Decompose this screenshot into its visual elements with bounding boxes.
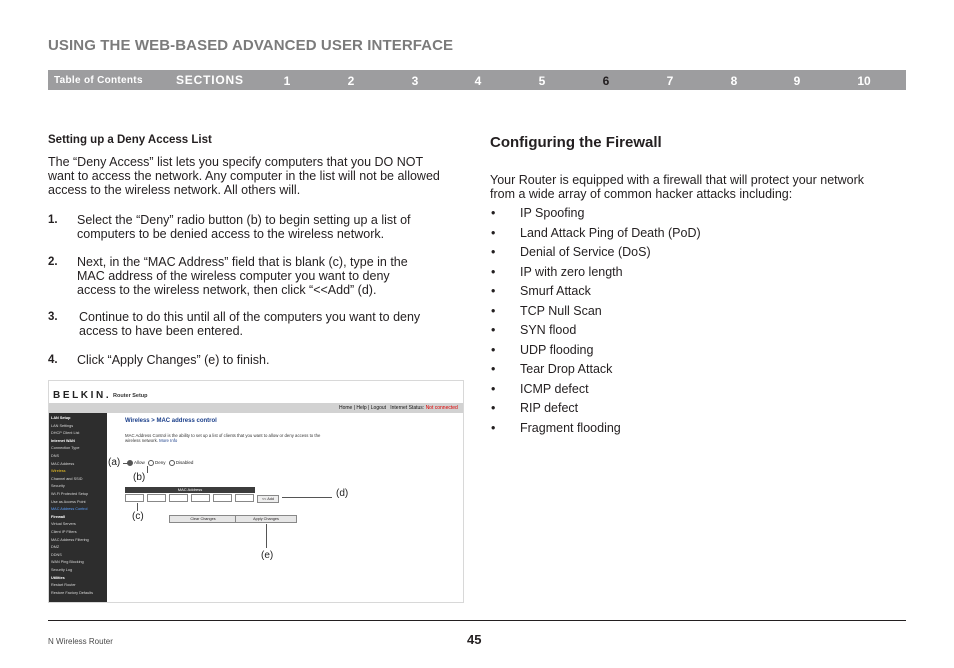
step-4 xyxy=(48,353,477,367)
router-sidebar-item[interactable]: Connection Type xyxy=(51,446,80,451)
section-link-5[interactable]: 5 xyxy=(538,74,546,88)
bullet: • xyxy=(491,225,496,240)
step-2 xyxy=(48,255,477,298)
intro-line: The “Deny Access” list lets you specify computers that you DO NOT xyxy=(48,155,424,169)
attack-list-item xyxy=(490,245,701,265)
router-ui-screenshot xyxy=(48,380,464,603)
step-number: 1. xyxy=(48,214,58,226)
intro-line: access to the wireless network. All others will. xyxy=(48,183,301,198)
bullet: • xyxy=(491,264,496,279)
disabled-radio[interactable] xyxy=(169,460,175,466)
router-sidebar-item[interactable]: Restart Router xyxy=(51,583,76,588)
page-number: 45 xyxy=(467,632,482,647)
router-sidebar-item[interactable]: Firewall xyxy=(51,514,66,519)
attack-name: ICMP defect xyxy=(520,381,589,396)
router-sidebar-item[interactable]: Client IP Filters xyxy=(51,530,77,534)
attack-list-item xyxy=(490,304,701,324)
home-help-logout-links[interactable]: Home | Help | Logout xyxy=(339,405,387,411)
attack-list-item xyxy=(490,343,701,363)
router-sidebar-item[interactable]: MAC Address Filtering xyxy=(51,537,89,542)
router-sidebar-item[interactable]: Security xyxy=(51,484,65,489)
attack-list xyxy=(490,206,701,440)
section-link-6[interactable]: 6 xyxy=(602,74,610,88)
router-setup-title: Router Setup xyxy=(113,393,148,399)
step-number: 2. xyxy=(48,256,58,268)
section-link-2[interactable]: 2 xyxy=(347,74,355,88)
callout-c-line xyxy=(137,503,138,511)
attack-list-item xyxy=(490,421,701,441)
step-line: Next, in the “MAC Address” field that is blank (c), type in the xyxy=(77,255,408,269)
router-sidebar-item[interactable]: LAN Setup xyxy=(51,416,71,420)
router-sidebar-item[interactable]: Security Log xyxy=(51,568,73,572)
apply-changes-button[interactable]: Apply Changes xyxy=(235,515,297,523)
attack-name: UDP flooding xyxy=(520,342,594,357)
section-navbar xyxy=(48,70,906,90)
router-top-links xyxy=(339,405,458,411)
bullet: • xyxy=(491,206,496,220)
mac-octet-input[interactable] xyxy=(125,494,144,502)
section-link-7[interactable]: 7 xyxy=(666,74,674,88)
router-sidebar-item[interactable]: DHCP Client List xyxy=(51,431,80,436)
callout-e: (e) xyxy=(261,550,274,561)
bullet: • xyxy=(491,420,496,435)
router-sidebar-item[interactable]: Use as Access Point xyxy=(51,499,86,504)
router-sidebar-item[interactable]: Restore Factory Defaults xyxy=(51,590,93,595)
step-1 xyxy=(48,213,477,241)
add-mac-button[interactable]: << Add xyxy=(257,495,279,503)
section-link-8[interactable]: 8 xyxy=(730,74,738,88)
callout-d-line xyxy=(282,497,332,498)
section-link-10[interactable]: 10 xyxy=(857,74,871,88)
footer-divider xyxy=(48,620,906,621)
router-sidebar-item[interactable]: DMZ xyxy=(51,545,60,550)
bullet: • xyxy=(491,381,496,396)
section-link-1[interactable]: 1 xyxy=(283,74,291,88)
attack-name: Tear Drop Attack xyxy=(520,362,613,376)
step-line: computers to be denied access to the wireless network. xyxy=(77,227,385,242)
deny-access-intro xyxy=(48,155,468,198)
step-line: access to have been entered. xyxy=(79,324,244,339)
intro-line: from a wide array of common hacker attacks including: xyxy=(490,187,793,202)
page-header-title: USING THE WEB-BASED ADVANCED USER INTERFACE xyxy=(48,37,454,54)
internet-status-label: Internet Status: xyxy=(390,405,425,411)
callout-b-line xyxy=(147,466,148,473)
router-header xyxy=(49,381,463,403)
mac-octet-input[interactable] xyxy=(169,494,188,502)
router-sidebar-item[interactable]: DDNS xyxy=(51,552,62,557)
attack-name: Land Attack Ping of Death (PoD) xyxy=(520,225,701,240)
router-sidebar-item[interactable]: Utilities xyxy=(51,575,65,580)
bullet: • xyxy=(491,342,496,357)
router-sidebar-item[interactable]: DNS xyxy=(51,454,60,458)
mac-address-header: MAC Address xyxy=(125,487,255,493)
attack-list-item xyxy=(490,382,701,402)
step-line: Select the “Deny” radio button (b) to begin setting up a list of xyxy=(77,213,411,227)
table-of-contents-link[interactable]: Table of Contents xyxy=(54,75,143,86)
attack-list-item xyxy=(490,265,701,285)
router-sidebar-item[interactable]: MAC Address Control xyxy=(51,507,88,512)
router-sidebar-item[interactable]: Channel and SSID xyxy=(51,476,83,481)
callout-a-line xyxy=(123,463,128,464)
router-breadcrumb: Wireless > MAC address control xyxy=(125,418,217,424)
description-text: wireless network. xyxy=(125,438,158,444)
callout-e-line xyxy=(266,524,267,548)
mac-octet-input[interactable] xyxy=(213,494,232,502)
attack-list-item xyxy=(490,226,701,246)
callout-b: (b) xyxy=(133,472,146,483)
attack-name: Smurf Attack xyxy=(520,284,591,298)
attack-name: Denial of Service (DoS) xyxy=(520,245,651,259)
step-3 xyxy=(48,310,479,338)
attack-name: SYN flood xyxy=(520,323,577,337)
mac-octet-input[interactable] xyxy=(235,494,254,502)
intro-line: want to access the network. Any computer in the list will not be allowed xyxy=(48,169,440,184)
step-line: access to the wireless network, then click “<<Add” (d). xyxy=(77,283,377,298)
deny-label: Deny xyxy=(155,460,166,466)
footer-product-name: N Wireless Router xyxy=(48,637,113,646)
mac-octet-input[interactable] xyxy=(191,494,210,502)
router-sidebar-item[interactable]: Wi-Fi Protected Setup xyxy=(51,492,89,496)
belkin-logo: BELKIN. xyxy=(53,390,112,401)
bullet: • xyxy=(491,362,496,376)
bullet: • xyxy=(491,245,496,259)
bullet: • xyxy=(491,284,496,298)
attack-list-item xyxy=(490,401,701,421)
router-main-panel xyxy=(107,413,463,603)
attack-list-item xyxy=(490,323,701,343)
attack-name: Fragment flooding xyxy=(520,420,621,435)
attack-name: TCP Null Scan xyxy=(520,303,602,318)
attack-list-item xyxy=(490,206,701,226)
step-number: 4. xyxy=(48,354,58,366)
attack-list-item xyxy=(490,284,701,304)
attack-name: IP Spoofing xyxy=(520,206,585,220)
mac-octet-input[interactable] xyxy=(147,494,166,502)
callout-d: (d) xyxy=(336,488,349,499)
router-sidebar-item[interactable]: Wireless xyxy=(51,469,66,474)
firewall-intro xyxy=(490,173,890,201)
disabled-label: Disabled xyxy=(175,460,194,466)
description-line xyxy=(125,438,365,443)
bullet: • xyxy=(491,323,496,337)
router-sidebar-item[interactable]: Internet WAN xyxy=(51,438,75,443)
section-link-9[interactable]: 9 xyxy=(793,74,801,88)
deny-access-heading: Setting up a Deny Access List xyxy=(48,134,212,146)
clear-changes-button[interactable]: Clear Changes xyxy=(169,515,237,523)
router-top-nav xyxy=(49,403,463,413)
attack-name: RIP defect xyxy=(520,401,579,415)
callout-a: (a) xyxy=(108,457,121,468)
attack-list-item xyxy=(490,362,701,382)
internet-status-value: Not connected xyxy=(425,405,458,411)
router-sidebar-item[interactable]: LAN Settings xyxy=(51,423,74,428)
firewall-heading: Configuring the Firewall xyxy=(490,134,662,151)
section-link-3[interactable]: 3 xyxy=(411,74,419,88)
attack-name: IP with zero length xyxy=(520,264,623,279)
step-line: MAC address of the wireless computer you want to deny xyxy=(77,269,390,284)
callout-c: (c) xyxy=(132,511,144,522)
section-link-4[interactable]: 4 xyxy=(474,74,482,88)
router-sidebar-item[interactable]: WAN Ping Blocking xyxy=(51,560,84,565)
step-line: Continue to do this until all of the computers you want to deny xyxy=(79,310,421,324)
more-info-link[interactable]: More Info xyxy=(159,438,178,444)
sections-label: SECTIONS xyxy=(176,73,244,87)
step-number: 3. xyxy=(48,311,58,323)
allow-label: Allow xyxy=(134,460,145,466)
router-sidebar xyxy=(49,413,107,603)
router-description xyxy=(125,433,365,444)
access-mode-radios xyxy=(125,460,193,466)
bullet: • xyxy=(491,303,496,318)
router-sidebar-item[interactable]: MAC Address xyxy=(51,461,75,466)
step-line: Click “Apply Changes” (e) to finish. xyxy=(77,353,270,367)
intro-line: Your Router is equipped with a firewall that will protect your network xyxy=(490,173,865,187)
router-sidebar-item[interactable]: Virtual Servers xyxy=(51,522,76,527)
description-line: MAC Address Control is the ability to set up a list of clients that you want to allow or deny access to the xyxy=(125,433,321,438)
deny-radio[interactable] xyxy=(148,460,154,466)
bullet: • xyxy=(491,401,496,415)
